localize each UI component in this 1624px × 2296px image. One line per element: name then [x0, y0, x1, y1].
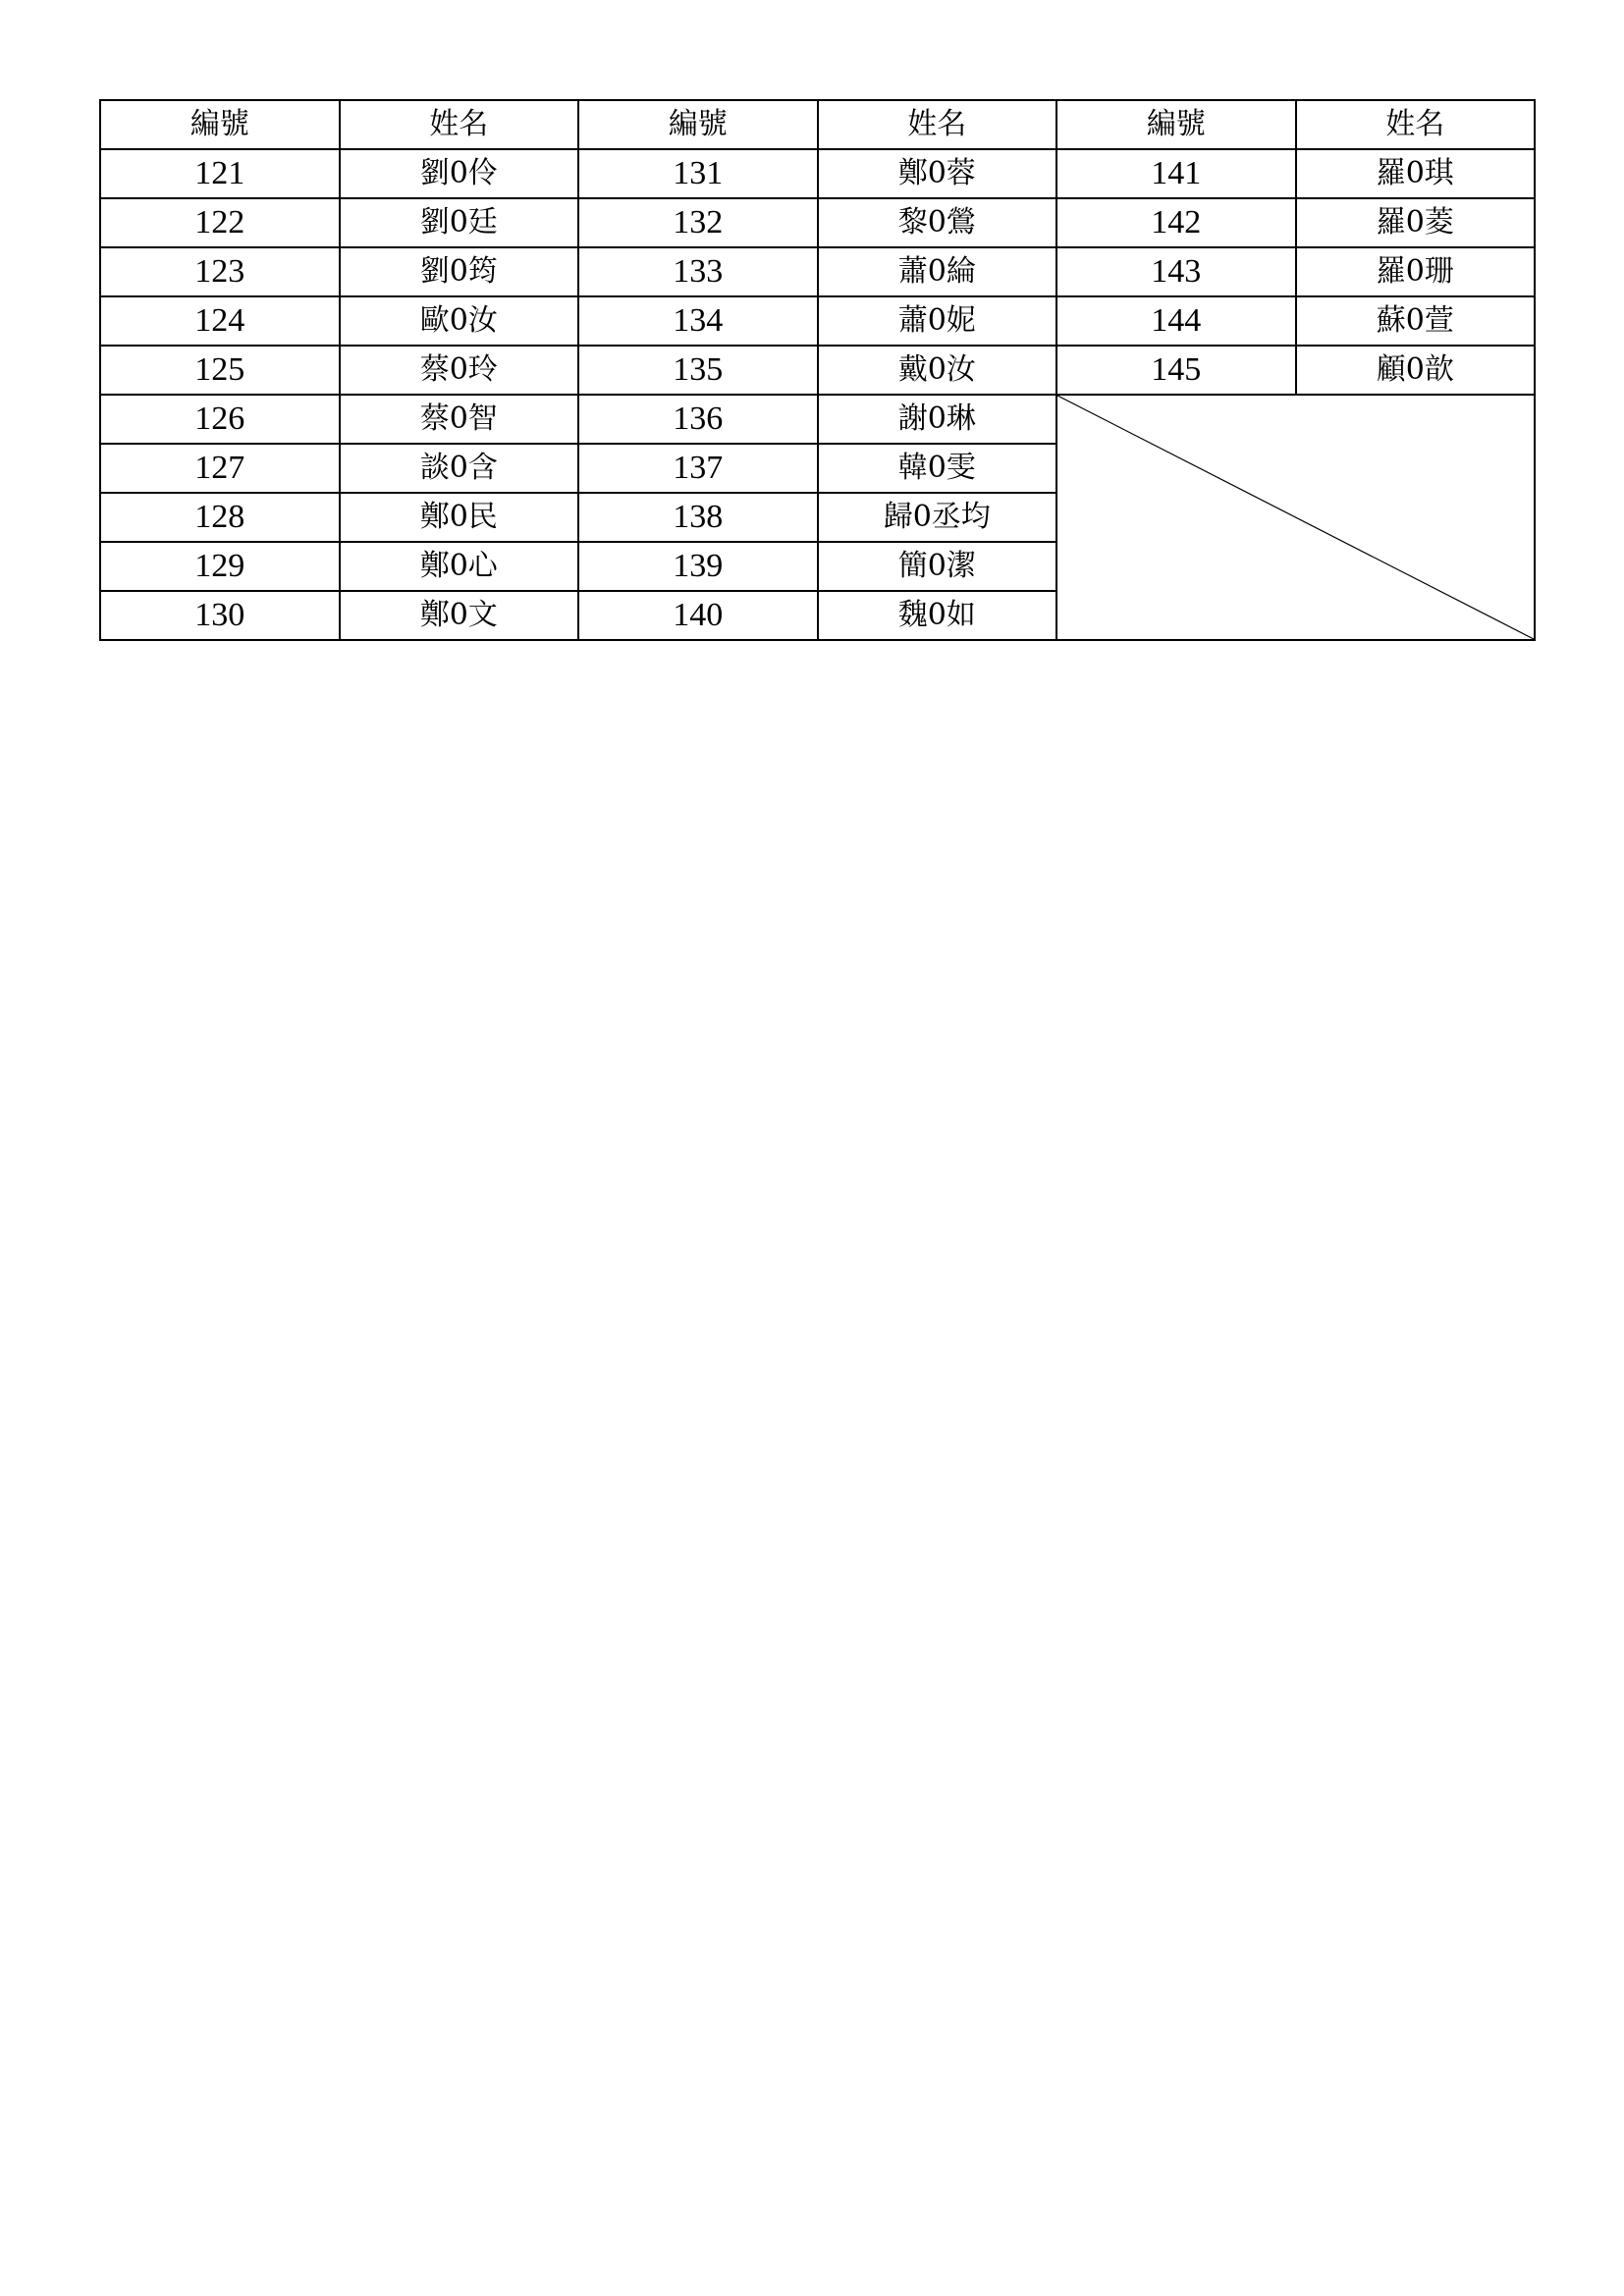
- cell-id: 134: [578, 296, 818, 346]
- cell-name: 蕭0妮: [818, 296, 1057, 346]
- cell-name: 劉0伶: [340, 149, 579, 198]
- cell-id: 139: [578, 542, 818, 591]
- cell-name: 劉0廷: [340, 198, 579, 247]
- cell-id: 145: [1056, 346, 1296, 395]
- cell-id: 124: [100, 296, 340, 346]
- cell-name: 謝0琳: [818, 395, 1057, 444]
- cell-name: 談0含: [340, 444, 579, 493]
- cell-name: 鄭0心: [340, 542, 579, 591]
- table-row: [100, 198, 1535, 247]
- cell-name: 蕭0綸: [818, 247, 1057, 296]
- header-name-col-1: 姓名: [340, 100, 579, 149]
- cell-id: 121: [100, 149, 340, 198]
- table-row: [100, 247, 1535, 296]
- table-row: [100, 395, 1535, 444]
- cell-name: 戴0汝: [818, 346, 1057, 395]
- cell-name: 鄭0蓉: [818, 149, 1057, 198]
- cell-id: 126: [100, 395, 340, 444]
- cell-id: 122: [100, 198, 340, 247]
- cell-name: 蔡0玲: [340, 346, 579, 395]
- cell-name: 韓0雯: [818, 444, 1057, 493]
- table-header-row: [100, 100, 1535, 149]
- cell-name: 鄭0文: [340, 591, 579, 640]
- cell-name: 羅0琪: [1296, 149, 1536, 198]
- cell-id: 142: [1056, 198, 1296, 247]
- cell-name: 魏0如: [818, 591, 1057, 640]
- cell-name: 黎0鶯: [818, 198, 1057, 247]
- cell-id: 138: [578, 493, 818, 542]
- empty-slashed-cell: [1056, 395, 1535, 640]
- diagonal-slash-line: [1057, 396, 1534, 639]
- cell-id: 130: [100, 591, 340, 640]
- cell-id: 131: [578, 149, 818, 198]
- header-name-col-3: 姓名: [1296, 100, 1536, 149]
- cell-name: 劉0筠: [340, 247, 579, 296]
- header-name-col-2: 姓名: [818, 100, 1057, 149]
- table-row: [100, 346, 1535, 395]
- cell-name: 歸0丞均: [818, 493, 1057, 542]
- cell-id: 143: [1056, 247, 1296, 296]
- table-row: [100, 296, 1535, 346]
- header-id-col-2: 編號: [578, 100, 818, 149]
- cell-id: 129: [100, 542, 340, 591]
- table-row: [100, 149, 1535, 198]
- header-id-col-3: 編號: [1056, 100, 1296, 149]
- cell-id: 123: [100, 247, 340, 296]
- cell-id: 125: [100, 346, 340, 395]
- cell-name: 顧0歆: [1296, 346, 1536, 395]
- cell-id: 140: [578, 591, 818, 640]
- cell-id: 141: [1056, 149, 1296, 198]
- cell-id: 137: [578, 444, 818, 493]
- cell-name: 歐0汝: [340, 296, 579, 346]
- cell-id: 128: [100, 493, 340, 542]
- cell-name: 簡0潔: [818, 542, 1057, 591]
- cell-id: 136: [578, 395, 818, 444]
- cell-name: 羅0菱: [1296, 198, 1536, 247]
- cell-id: 133: [578, 247, 818, 296]
- cell-name: 羅0珊: [1296, 247, 1536, 296]
- cell-id: 144: [1056, 296, 1296, 346]
- cell-id: 127: [100, 444, 340, 493]
- header-id-col-1: 編號: [100, 100, 340, 149]
- cell-name: 蔡0智: [340, 395, 579, 444]
- cell-name: 蘇0萱: [1296, 296, 1536, 346]
- cell-id: 132: [578, 198, 818, 247]
- cell-name: 鄭0民: [340, 493, 579, 542]
- cell-id: 135: [578, 346, 818, 395]
- roster-table: [99, 99, 1536, 641]
